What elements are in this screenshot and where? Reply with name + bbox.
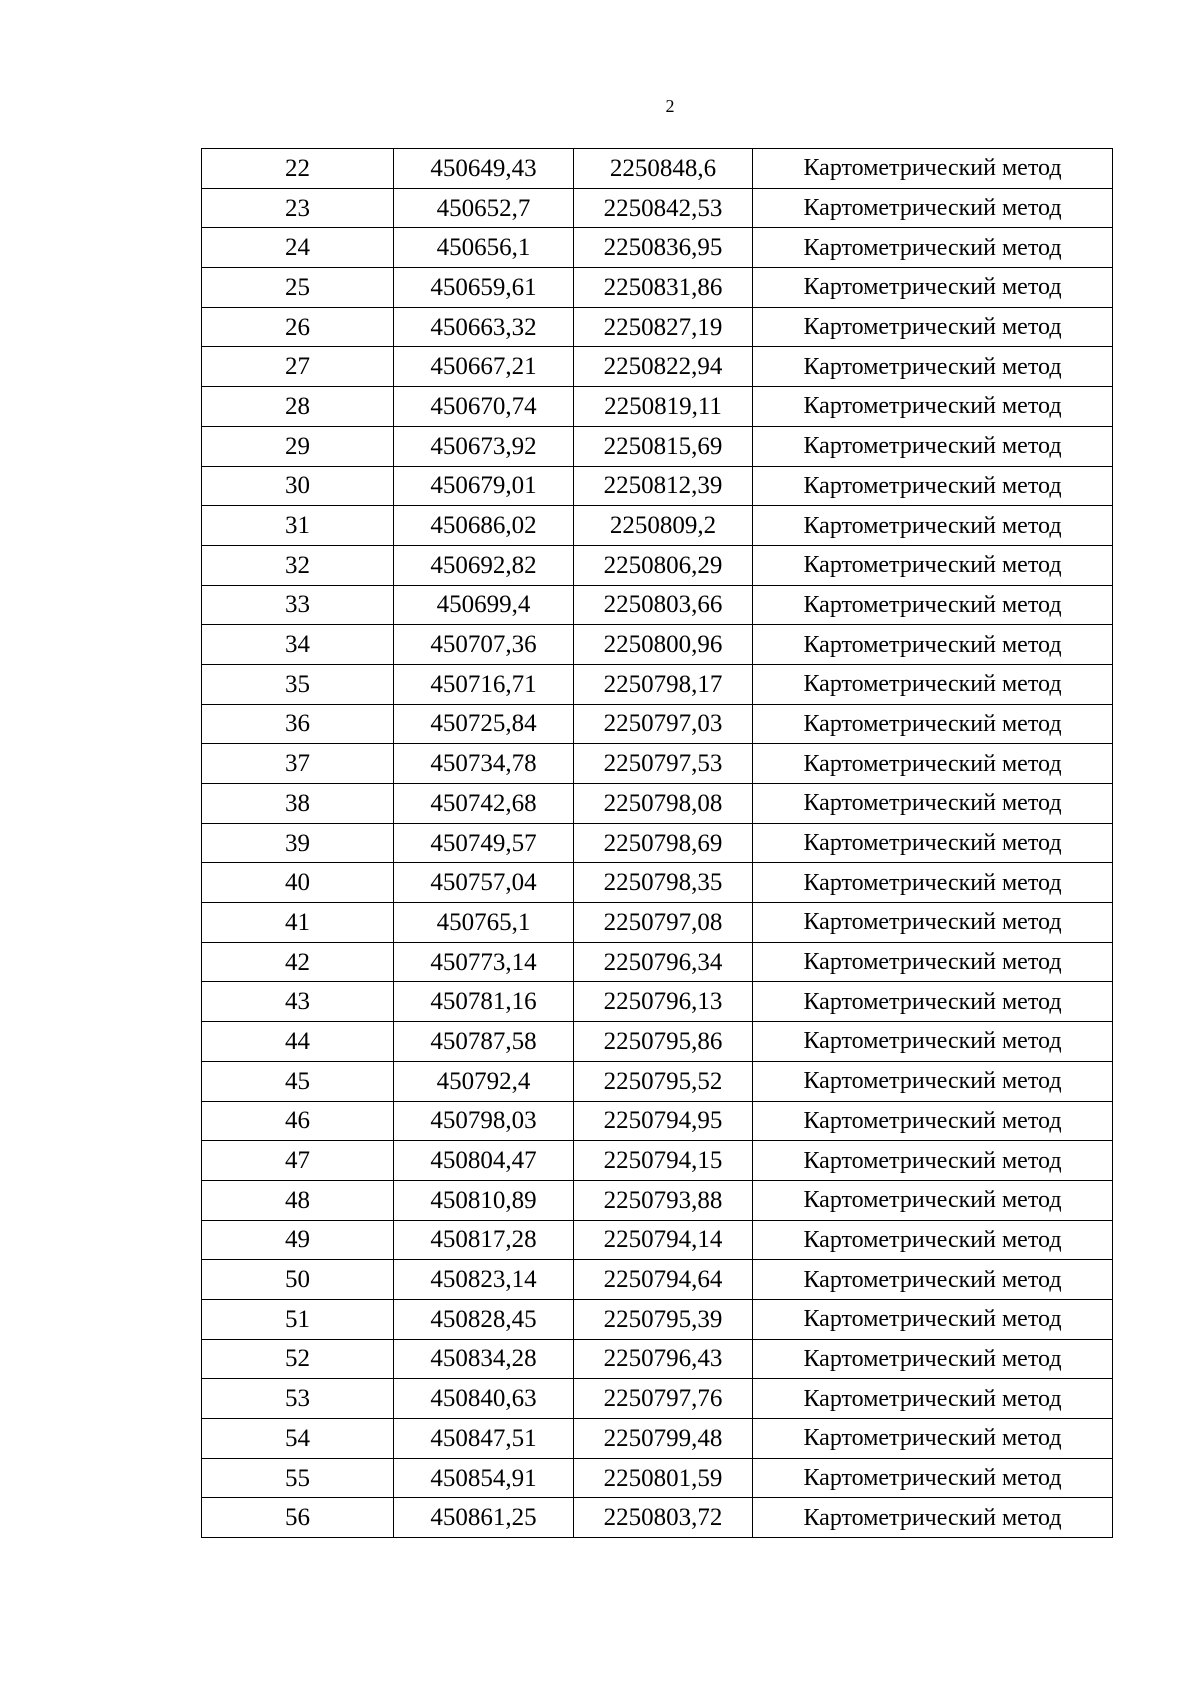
- point-number-cell: 38: [202, 784, 394, 824]
- point-number-cell: 42: [202, 942, 394, 982]
- y-coordinate-cell: 2250793,88: [574, 1180, 753, 1220]
- table-row: [202, 545, 1113, 585]
- y-coordinate-cell: 2250796,34: [574, 942, 753, 982]
- method-cell: Картометрический метод: [753, 347, 1113, 387]
- point-number-cell: 31: [202, 506, 394, 546]
- table-row: [202, 1458, 1113, 1498]
- page-number: 2: [665, 96, 675, 116]
- y-coordinate-cell: 2250822,94: [574, 347, 753, 387]
- point-number-cell: 44: [202, 1022, 394, 1062]
- point-number-cell: 47: [202, 1141, 394, 1181]
- method-cell: Картометрический метод: [753, 982, 1113, 1022]
- method-cell: Картометрический метод: [753, 1498, 1113, 1538]
- x-coordinate-cell: 450781,16: [394, 982, 574, 1022]
- method-cell: Картометрический метод: [753, 1299, 1113, 1339]
- table-row: [202, 1498, 1113, 1538]
- y-coordinate-cell: 2250798,17: [574, 664, 753, 704]
- y-coordinate-cell: 2250794,14: [574, 1220, 753, 1260]
- x-coordinate-cell: 450798,03: [394, 1101, 574, 1141]
- y-coordinate-cell: 2250831,86: [574, 268, 753, 308]
- x-coordinate-cell: 450847,51: [394, 1419, 574, 1459]
- y-coordinate-cell: 2250794,64: [574, 1260, 753, 1300]
- y-coordinate-cell: 2250848,6: [574, 149, 753, 189]
- table-row: [202, 823, 1113, 863]
- x-coordinate-cell: 450787,58: [394, 1022, 574, 1062]
- method-cell: Картометрический метод: [753, 1022, 1113, 1062]
- table-row: [202, 1339, 1113, 1379]
- x-coordinate-cell: 450670,74: [394, 387, 574, 427]
- y-coordinate-cell: 2250795,52: [574, 1061, 753, 1101]
- point-number-cell: 51: [202, 1299, 394, 1339]
- table-row: [202, 1299, 1113, 1339]
- table-row: [202, 1379, 1113, 1419]
- point-number-cell: 27: [202, 347, 394, 387]
- point-number-cell: 28: [202, 387, 394, 427]
- point-number-cell: 39: [202, 823, 394, 863]
- x-coordinate-cell: 450652,7: [394, 188, 574, 228]
- table-row: [202, 863, 1113, 903]
- y-coordinate-cell: 2250796,13: [574, 982, 753, 1022]
- table-row: [202, 1220, 1113, 1260]
- y-coordinate-cell: 2250827,19: [574, 307, 753, 347]
- y-coordinate-cell: 2250797,03: [574, 704, 753, 744]
- method-cell: Картометрический метод: [753, 1419, 1113, 1459]
- x-coordinate-cell: 450840,63: [394, 1379, 574, 1419]
- method-cell: Картометрический метод: [753, 1220, 1113, 1260]
- x-coordinate-cell: 450817,28: [394, 1220, 574, 1260]
- point-number-cell: 52: [202, 1339, 394, 1379]
- point-number-cell: 32: [202, 545, 394, 585]
- x-coordinate-cell: 450673,92: [394, 426, 574, 466]
- point-number-cell: 36: [202, 704, 394, 744]
- table-row: [202, 1022, 1113, 1062]
- method-cell: Картометрический метод: [753, 1180, 1113, 1220]
- point-number-cell: 30: [202, 466, 394, 506]
- x-coordinate-cell: 450686,02: [394, 506, 574, 546]
- y-coordinate-cell: 2250795,86: [574, 1022, 753, 1062]
- x-coordinate-cell: 450649,43: [394, 149, 574, 189]
- table-row: [202, 704, 1113, 744]
- point-number-cell: 33: [202, 585, 394, 625]
- point-number-cell: 26: [202, 307, 394, 347]
- method-cell: Картометрический метод: [753, 664, 1113, 704]
- method-cell: Картометрический метод: [753, 823, 1113, 863]
- method-cell: Картометрический метод: [753, 1141, 1113, 1181]
- table-row: [202, 426, 1113, 466]
- table-row: [202, 1061, 1113, 1101]
- x-coordinate-cell: 450679,01: [394, 466, 574, 506]
- table-row: [202, 664, 1113, 704]
- x-coordinate-cell: 450659,61: [394, 268, 574, 308]
- method-cell: Картометрический метод: [753, 1339, 1113, 1379]
- method-cell: Картометрический метод: [753, 1458, 1113, 1498]
- point-number-cell: 23: [202, 188, 394, 228]
- x-coordinate-cell: 450716,71: [394, 664, 574, 704]
- table-row: [202, 982, 1113, 1022]
- point-number-cell: 40: [202, 863, 394, 903]
- method-cell: Картометрический метод: [753, 268, 1113, 308]
- table-row: [202, 585, 1113, 625]
- x-coordinate-cell: 450734,78: [394, 744, 574, 784]
- point-number-cell: 45: [202, 1061, 394, 1101]
- method-cell: Картометрический метод: [753, 625, 1113, 665]
- table-row: [202, 942, 1113, 982]
- table-row: [202, 1419, 1113, 1459]
- method-cell: Картометрический метод: [753, 704, 1113, 744]
- method-cell: Картометрический метод: [753, 1379, 1113, 1419]
- point-number-cell: 50: [202, 1260, 394, 1300]
- method-cell: Картометрический метод: [753, 426, 1113, 466]
- point-number-cell: 24: [202, 228, 394, 268]
- y-coordinate-cell: 2250794,15: [574, 1141, 753, 1181]
- method-cell: Картометрический метод: [753, 387, 1113, 427]
- table-row: [202, 387, 1113, 427]
- point-number-cell: 53: [202, 1379, 394, 1419]
- y-coordinate-cell: 2250803,66: [574, 585, 753, 625]
- table-row: [202, 188, 1113, 228]
- method-cell: Картометрический метод: [753, 1260, 1113, 1300]
- x-coordinate-cell: 450725,84: [394, 704, 574, 744]
- x-coordinate-cell: 450707,36: [394, 625, 574, 665]
- y-coordinate-cell: 2250797,76: [574, 1379, 753, 1419]
- table-row: [202, 744, 1113, 784]
- method-cell: Картометрический метод: [753, 942, 1113, 982]
- point-number-cell: 29: [202, 426, 394, 466]
- x-coordinate-cell: 450854,91: [394, 1458, 574, 1498]
- point-number-cell: 56: [202, 1498, 394, 1538]
- table-row: [202, 1141, 1113, 1181]
- method-cell: Картометрический метод: [753, 585, 1113, 625]
- y-coordinate-cell: 2250812,39: [574, 466, 753, 506]
- y-coordinate-cell: 2250801,59: [574, 1458, 753, 1498]
- x-coordinate-cell: 450834,28: [394, 1339, 574, 1379]
- y-coordinate-cell: 2250799,48: [574, 1419, 753, 1459]
- y-coordinate-cell: 2250797,08: [574, 903, 753, 943]
- y-coordinate-cell: 2250803,72: [574, 1498, 753, 1538]
- x-coordinate-cell: 450742,68: [394, 784, 574, 824]
- x-coordinate-cell: 450792,4: [394, 1061, 574, 1101]
- table-row: [202, 228, 1113, 268]
- y-coordinate-cell: 2250796,43: [574, 1339, 753, 1379]
- y-coordinate-cell: 2250798,69: [574, 823, 753, 863]
- coordinates-table: [201, 148, 1113, 1538]
- table-row: [202, 1180, 1113, 1220]
- method-cell: Картометрический метод: [753, 149, 1113, 189]
- x-coordinate-cell: 450692,82: [394, 545, 574, 585]
- x-coordinate-cell: 450773,14: [394, 942, 574, 982]
- point-number-cell: 35: [202, 664, 394, 704]
- table-row: [202, 149, 1113, 189]
- table-row: [202, 307, 1113, 347]
- method-cell: Картометрический метод: [753, 1061, 1113, 1101]
- point-number-cell: 34: [202, 625, 394, 665]
- y-coordinate-cell: 2250815,69: [574, 426, 753, 466]
- x-coordinate-cell: 450656,1: [394, 228, 574, 268]
- y-coordinate-cell: 2250836,95: [574, 228, 753, 268]
- y-coordinate-cell: 2250794,95: [574, 1101, 753, 1141]
- point-number-cell: 37: [202, 744, 394, 784]
- method-cell: Картометрический метод: [753, 784, 1113, 824]
- y-coordinate-cell: 2250800,96: [574, 625, 753, 665]
- table-row: [202, 1260, 1113, 1300]
- table-row: [202, 784, 1113, 824]
- x-coordinate-cell: 450663,32: [394, 307, 574, 347]
- point-number-cell: 25: [202, 268, 394, 308]
- x-coordinate-cell: 450765,1: [394, 903, 574, 943]
- method-cell: Картометрический метод: [753, 545, 1113, 585]
- table-row: [202, 625, 1113, 665]
- point-number-cell: 43: [202, 982, 394, 1022]
- method-cell: Картометрический метод: [753, 903, 1113, 943]
- x-coordinate-cell: 450699,4: [394, 585, 574, 625]
- x-coordinate-cell: 450823,14: [394, 1260, 574, 1300]
- y-coordinate-cell: 2250795,39: [574, 1299, 753, 1339]
- y-coordinate-cell: 2250798,35: [574, 863, 753, 903]
- method-cell: Картометрический метод: [753, 307, 1113, 347]
- x-coordinate-cell: 450810,89: [394, 1180, 574, 1220]
- point-number-cell: 46: [202, 1101, 394, 1141]
- table-row: [202, 466, 1113, 506]
- method-cell: Картометрический метод: [753, 1101, 1113, 1141]
- y-coordinate-cell: 2250797,53: [574, 744, 753, 784]
- point-number-cell: 48: [202, 1180, 394, 1220]
- method-cell: Картометрический метод: [753, 744, 1113, 784]
- table-row: [202, 903, 1113, 943]
- table-row: [202, 1101, 1113, 1141]
- table-row: [202, 506, 1113, 546]
- x-coordinate-cell: 450861,25: [394, 1498, 574, 1538]
- table-row: [202, 268, 1113, 308]
- x-coordinate-cell: 450757,04: [394, 863, 574, 903]
- y-coordinate-cell: 2250842,53: [574, 188, 753, 228]
- point-number-cell: 22: [202, 149, 394, 189]
- point-number-cell: 41: [202, 903, 394, 943]
- y-coordinate-cell: 2250819,11: [574, 387, 753, 427]
- table-row: [202, 347, 1113, 387]
- point-number-cell: 55: [202, 1458, 394, 1498]
- y-coordinate-cell: 2250798,08: [574, 784, 753, 824]
- x-coordinate-cell: 450749,57: [394, 823, 574, 863]
- method-cell: Картометрический метод: [753, 466, 1113, 506]
- method-cell: Картометрический метод: [753, 506, 1113, 546]
- method-cell: Картометрический метод: [753, 188, 1113, 228]
- x-coordinate-cell: 450667,21: [394, 347, 574, 387]
- method-cell: Картометрический метод: [753, 863, 1113, 903]
- x-coordinate-cell: 450804,47: [394, 1141, 574, 1181]
- point-number-cell: 49: [202, 1220, 394, 1260]
- x-coordinate-cell: 450828,45: [394, 1299, 574, 1339]
- method-cell: Картометрический метод: [753, 228, 1113, 268]
- y-coordinate-cell: 2250809,2: [574, 506, 753, 546]
- point-number-cell: 54: [202, 1419, 394, 1459]
- y-coordinate-cell: 2250806,29: [574, 545, 753, 585]
- coordinates-table-body: [202, 149, 1113, 1538]
